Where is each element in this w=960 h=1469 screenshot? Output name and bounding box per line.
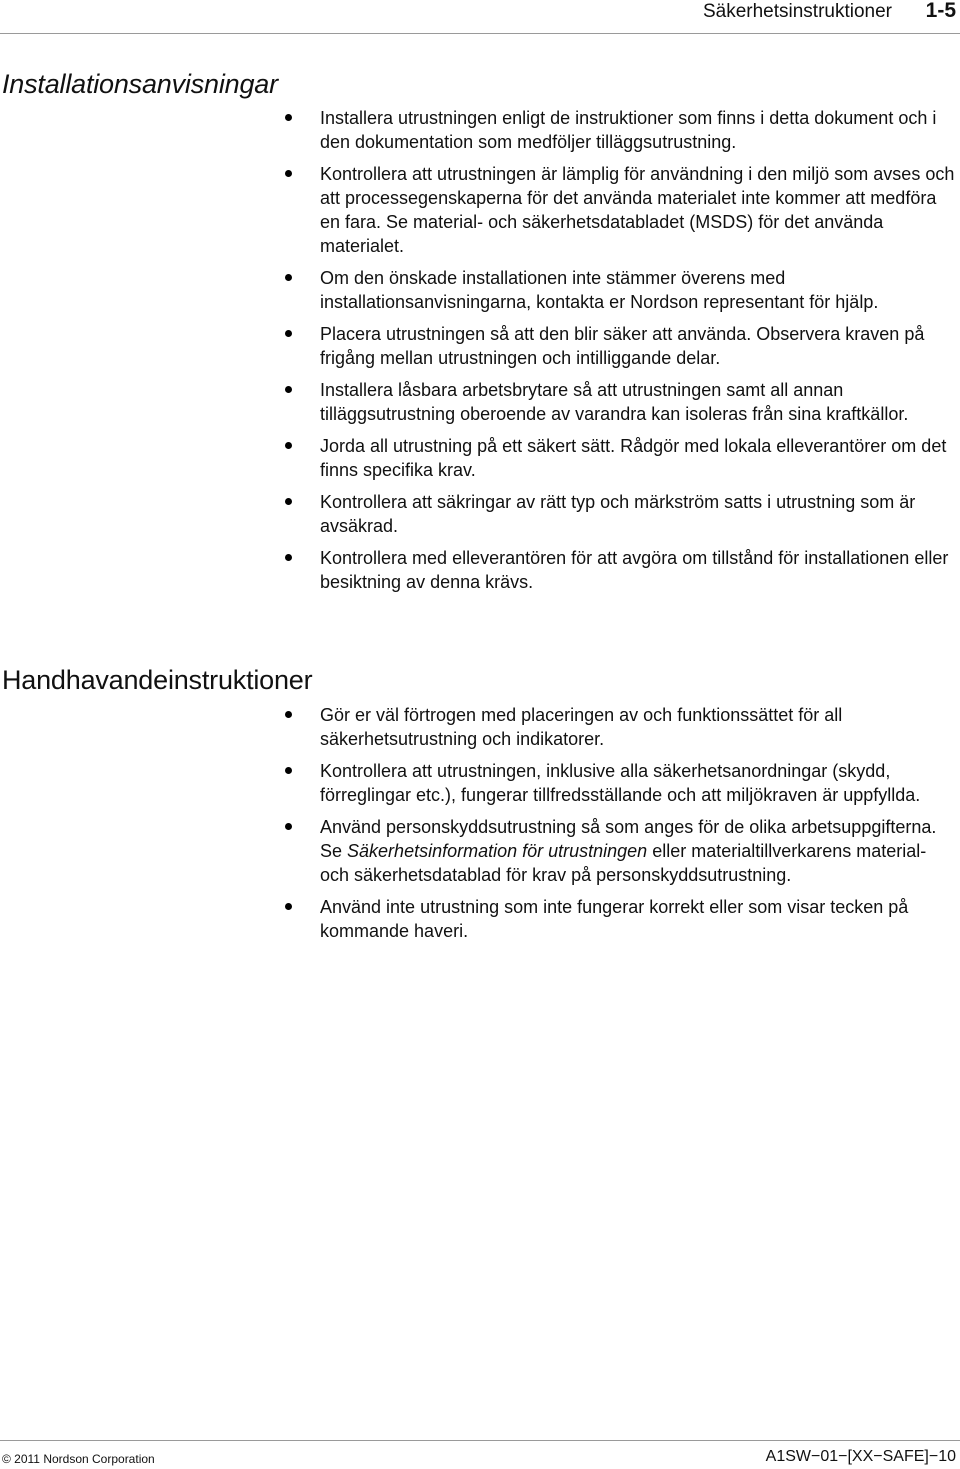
- list-item-text: Installera utrustningen enligt de instruktioner som finns i detta dokument och i den dokumentation som medföljer tilläggsutrustning.: [320, 108, 937, 152]
- page-header: [0, 0, 960, 33]
- list-item-text: Installera låsbara arbetsbrytare så att utrustningen samt all annan tilläggsutrustning oberoende av varandra kan isoleras från sina kraftkällor.: [320, 380, 909, 424]
- bullet-icon: [285, 274, 292, 281]
- bullet-icon: [285, 330, 292, 337]
- list-item: [320, 703, 958, 751]
- list-item-text: Jorda all utrustning på ett säkert sätt. Rådgör med lokala elleverantörer om det finns specifika krav.: [320, 436, 947, 480]
- list-item: [320, 378, 958, 426]
- list-item-text: Använd inte utrustning som inte fungerar korrekt eller som visar tecken på kommande haveri.: [320, 897, 909, 941]
- bullet-icon: [285, 903, 292, 910]
- list-item-text: Kontrollera att utrustningen är lämplig för användning i den miljö som avses och att processegenskaperna för det använda materialet inte kommer att medföra en fara. Se material- och säkerhetsdatabladet (MSDS) för det använda materialet.: [320, 164, 955, 256]
- list-item: [320, 759, 958, 807]
- list-item-text: Om den önskade installationen inte stämmer överens med installationsanvisningarna, kontakta er Nordson representant för hjälp.: [320, 268, 879, 312]
- bullet-icon: [285, 442, 292, 449]
- list-item: [320, 546, 958, 594]
- header-divider: [0, 33, 960, 34]
- list-item-text: Kontrollera att utrustningen, inklusive alla säkerhetsanordningar (skydd, förreglingar etc.), fungerar tillfredsställande och att miljökraven är uppfyllda.: [320, 761, 921, 805]
- list-item-text-continued: eller materialtillverkarens material- och säkerhetsdatablad för krav på personskyddsutrustning.: [320, 841, 927, 885]
- bullet-icon: [285, 498, 292, 505]
- list-item-text: Kontrollera att säkringar av rätt typ och märkström satts i utrustning som är avsäkrad.: [320, 492, 916, 536]
- document-reference: Säkerhetsinformation för utrustningen: [347, 841, 648, 861]
- bullet-icon: [285, 823, 292, 830]
- list-item: [320, 434, 958, 482]
- bullet-icon: [285, 767, 292, 774]
- page-number: 1-5: [925, 0, 956, 22]
- copyright-notice: © 2011 Nordson Corporation: [2, 1452, 155, 1466]
- document-id: A1SW−01−[XX−SAFE]−10: [765, 1448, 956, 1465]
- list-item: [320, 106, 958, 154]
- section-heading-operation: Handhavandeinstruktioner: [2, 665, 313, 695]
- bullet-icon: [285, 170, 292, 177]
- section-heading-installation: Installationsanvisningar: [2, 69, 278, 99]
- list-item-text: Använd personskyddsutrustning så som anges för de olika arbetsuppgifterna. Se: [320, 817, 937, 861]
- list-item: [320, 266, 958, 314]
- list-item: [320, 490, 958, 538]
- list-item: [320, 162, 958, 258]
- footer-divider: [0, 1440, 960, 1441]
- installation-list: [320, 106, 958, 602]
- list-item: [320, 895, 958, 943]
- running-title: Säkerhetsinstruktioner: [702, 1, 892, 22]
- bullet-icon: [285, 386, 292, 393]
- list-item-text: Kontrollera med elleverantören för att avgöra om tillstånd för installationen eller besiktning av denna krävs.: [320, 548, 949, 592]
- operation-list: [320, 703, 958, 951]
- bullet-icon: [285, 114, 292, 121]
- list-item: [320, 815, 958, 887]
- bullet-icon: [285, 711, 292, 718]
- list-item-text: Placera utrustningen så att den blir säker att använda. Observera kraven på frigång mellan utrustningen och intilliggande delar.: [320, 324, 925, 368]
- list-item: [320, 322, 958, 370]
- list-item-text: Gör er väl förtrogen med placeringen av och funktionssättet för all säkerhetsutrustning och indikatorer.: [320, 705, 843, 749]
- bullet-icon: [285, 554, 292, 561]
